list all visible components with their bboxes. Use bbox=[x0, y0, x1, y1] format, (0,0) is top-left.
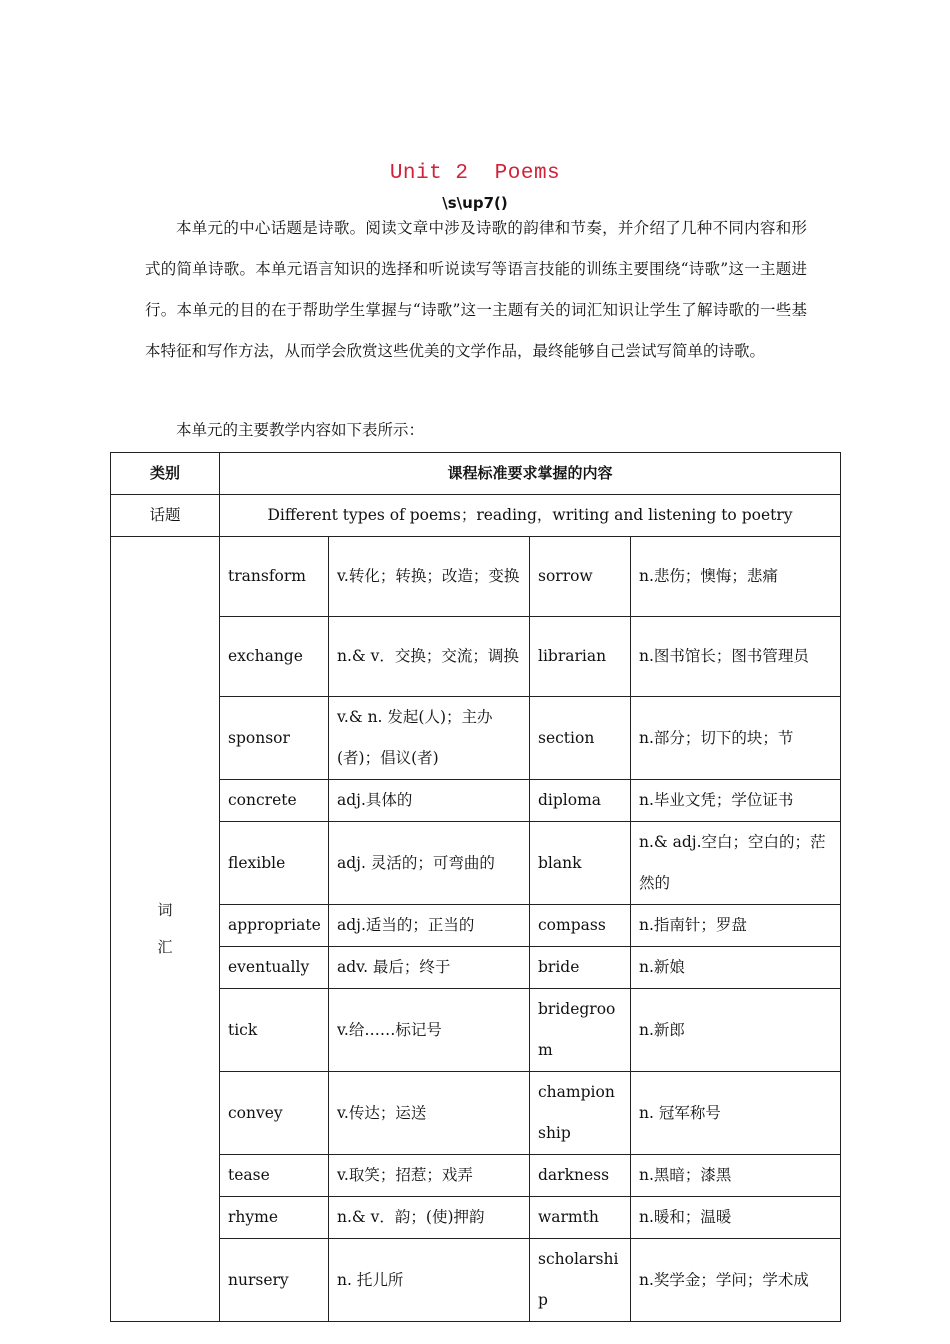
definition-cell: n.& v．韵；(使)押韵 bbox=[329, 1197, 530, 1239]
word-cell: warmth bbox=[530, 1197, 631, 1239]
definition-cell: n.新娘 bbox=[631, 947, 841, 989]
definition-cell: v.& n. 发起(人)；主办(者)；倡议(者) bbox=[329, 697, 530, 780]
definition-cell: n. 冠军称号 bbox=[631, 1072, 841, 1155]
topic-label: 话题 bbox=[111, 495, 220, 537]
table-row bbox=[111, 1239, 841, 1322]
word-cell: blank bbox=[530, 822, 631, 905]
definition-cell: n.图书馆长；图书管理员 bbox=[631, 617, 841, 697]
definition-cell: n.毕业文凭；学位证书 bbox=[631, 780, 841, 822]
word-cell: librarian bbox=[530, 617, 631, 697]
word-cell: bridegroom bbox=[530, 989, 631, 1072]
word-cell: compass bbox=[530, 905, 631, 947]
table-row bbox=[111, 1072, 841, 1155]
table-row bbox=[111, 822, 841, 905]
table-row bbox=[111, 1197, 841, 1239]
definition-cell: v.给……标记号 bbox=[329, 989, 530, 1072]
subtitle-field-code: \s\up7() bbox=[442, 194, 508, 212]
definition-cell: v.转化；转换；改造；变换 bbox=[329, 537, 530, 617]
word-cell: tease bbox=[220, 1155, 329, 1197]
table-row bbox=[111, 989, 841, 1072]
table-row bbox=[111, 617, 841, 697]
vocabulary-label-char: 词 bbox=[157, 901, 173, 919]
word-cell: eventually bbox=[220, 947, 329, 989]
definition-cell: n.部分；切下的块；节 bbox=[631, 697, 841, 780]
word-cell: bride bbox=[530, 947, 631, 989]
definition-cell: adj.具体的 bbox=[329, 780, 530, 822]
table-row bbox=[111, 1155, 841, 1197]
table-row bbox=[111, 697, 841, 780]
definition-cell: adj.适当的；正当的 bbox=[329, 905, 530, 947]
header-category: 类别 bbox=[111, 453, 220, 495]
intro-paragraph: 本单元的中心话题是诗歌。阅读文章中涉及诗歌的韵律和节奏，并介绍了几种不同内容和形式的简单诗歌。本单元语言知识的选择和听说读写等语言技能的训练主要围绕“诗歌”这一主题进行。本单元的目的在于帮助学生掌握与“诗歌”这一主题有关的词汇知识让学生了解诗歌的一些基本特征和写作方法，从而学会欣赏这些优美的文学作品，最终能够自己尝试写简单的诗歌。 bbox=[145, 219, 807, 360]
definition-cell: n.悲伤；懊悔；悲痛 bbox=[631, 537, 841, 617]
vocabulary-table bbox=[110, 452, 841, 1322]
word-cell: flexible bbox=[220, 822, 329, 905]
table-row bbox=[111, 537, 841, 617]
word-cell: concrete bbox=[220, 780, 329, 822]
vocabulary-category-cell bbox=[111, 537, 220, 1322]
table-row bbox=[111, 905, 841, 947]
definition-cell: n.暖和；温暖 bbox=[631, 1197, 841, 1239]
word-cell: sponsor bbox=[220, 697, 329, 780]
definition-cell: v.取笑；招惹；戏弄 bbox=[329, 1155, 530, 1197]
definition-cell: n.奖学金；学问；学术成 bbox=[631, 1239, 841, 1322]
definition-cell: adv. 最后；终于 bbox=[329, 947, 530, 989]
word-cell: exchange bbox=[220, 617, 329, 697]
word-cell: darkness bbox=[530, 1155, 631, 1197]
definition-cell: n.黑暗；漆黑 bbox=[631, 1155, 841, 1197]
word-cell: transform bbox=[220, 537, 329, 617]
word-cell: convey bbox=[220, 1072, 329, 1155]
definition-cell: n. 托儿所 bbox=[329, 1239, 530, 1322]
definition-cell: n.指南针；罗盘 bbox=[631, 905, 841, 947]
word-cell: section bbox=[530, 697, 631, 780]
table-row bbox=[111, 947, 841, 989]
word-cell: nursery bbox=[220, 1239, 329, 1322]
word-cell: diploma bbox=[530, 780, 631, 822]
word-cell: appropriate bbox=[220, 905, 329, 947]
word-cell: scholarship bbox=[530, 1239, 631, 1322]
table-row bbox=[111, 780, 841, 822]
definition-cell: adj. 灵活的；可弯曲的 bbox=[329, 822, 530, 905]
word-cell: sorrow bbox=[530, 537, 631, 617]
definition-cell: n.新郎 bbox=[631, 989, 841, 1072]
word-cell: tick bbox=[220, 989, 329, 1072]
topic-row bbox=[111, 495, 841, 537]
vocabulary-label-char: 汇 bbox=[157, 938, 173, 956]
page-title: Unit 2 Poems bbox=[389, 162, 561, 185]
topic-value: Different types of poems；reading，writing and listening to poetry bbox=[220, 495, 841, 537]
definition-cell: v.传达；运送 bbox=[329, 1072, 530, 1155]
word-cell: rhyme bbox=[220, 1197, 329, 1239]
table-header-row bbox=[111, 453, 841, 495]
word-cell: championship bbox=[530, 1072, 631, 1155]
definition-cell: n.& v．交换；交流；调换 bbox=[329, 617, 530, 697]
definition-cell: n.& adj.空白；空白的；茫然的 bbox=[631, 822, 841, 905]
table-lead-sentence: 本单元的主要教学内容如下表所示： bbox=[176, 421, 425, 439]
header-content: 课程标准要求掌握的内容 bbox=[220, 453, 841, 495]
